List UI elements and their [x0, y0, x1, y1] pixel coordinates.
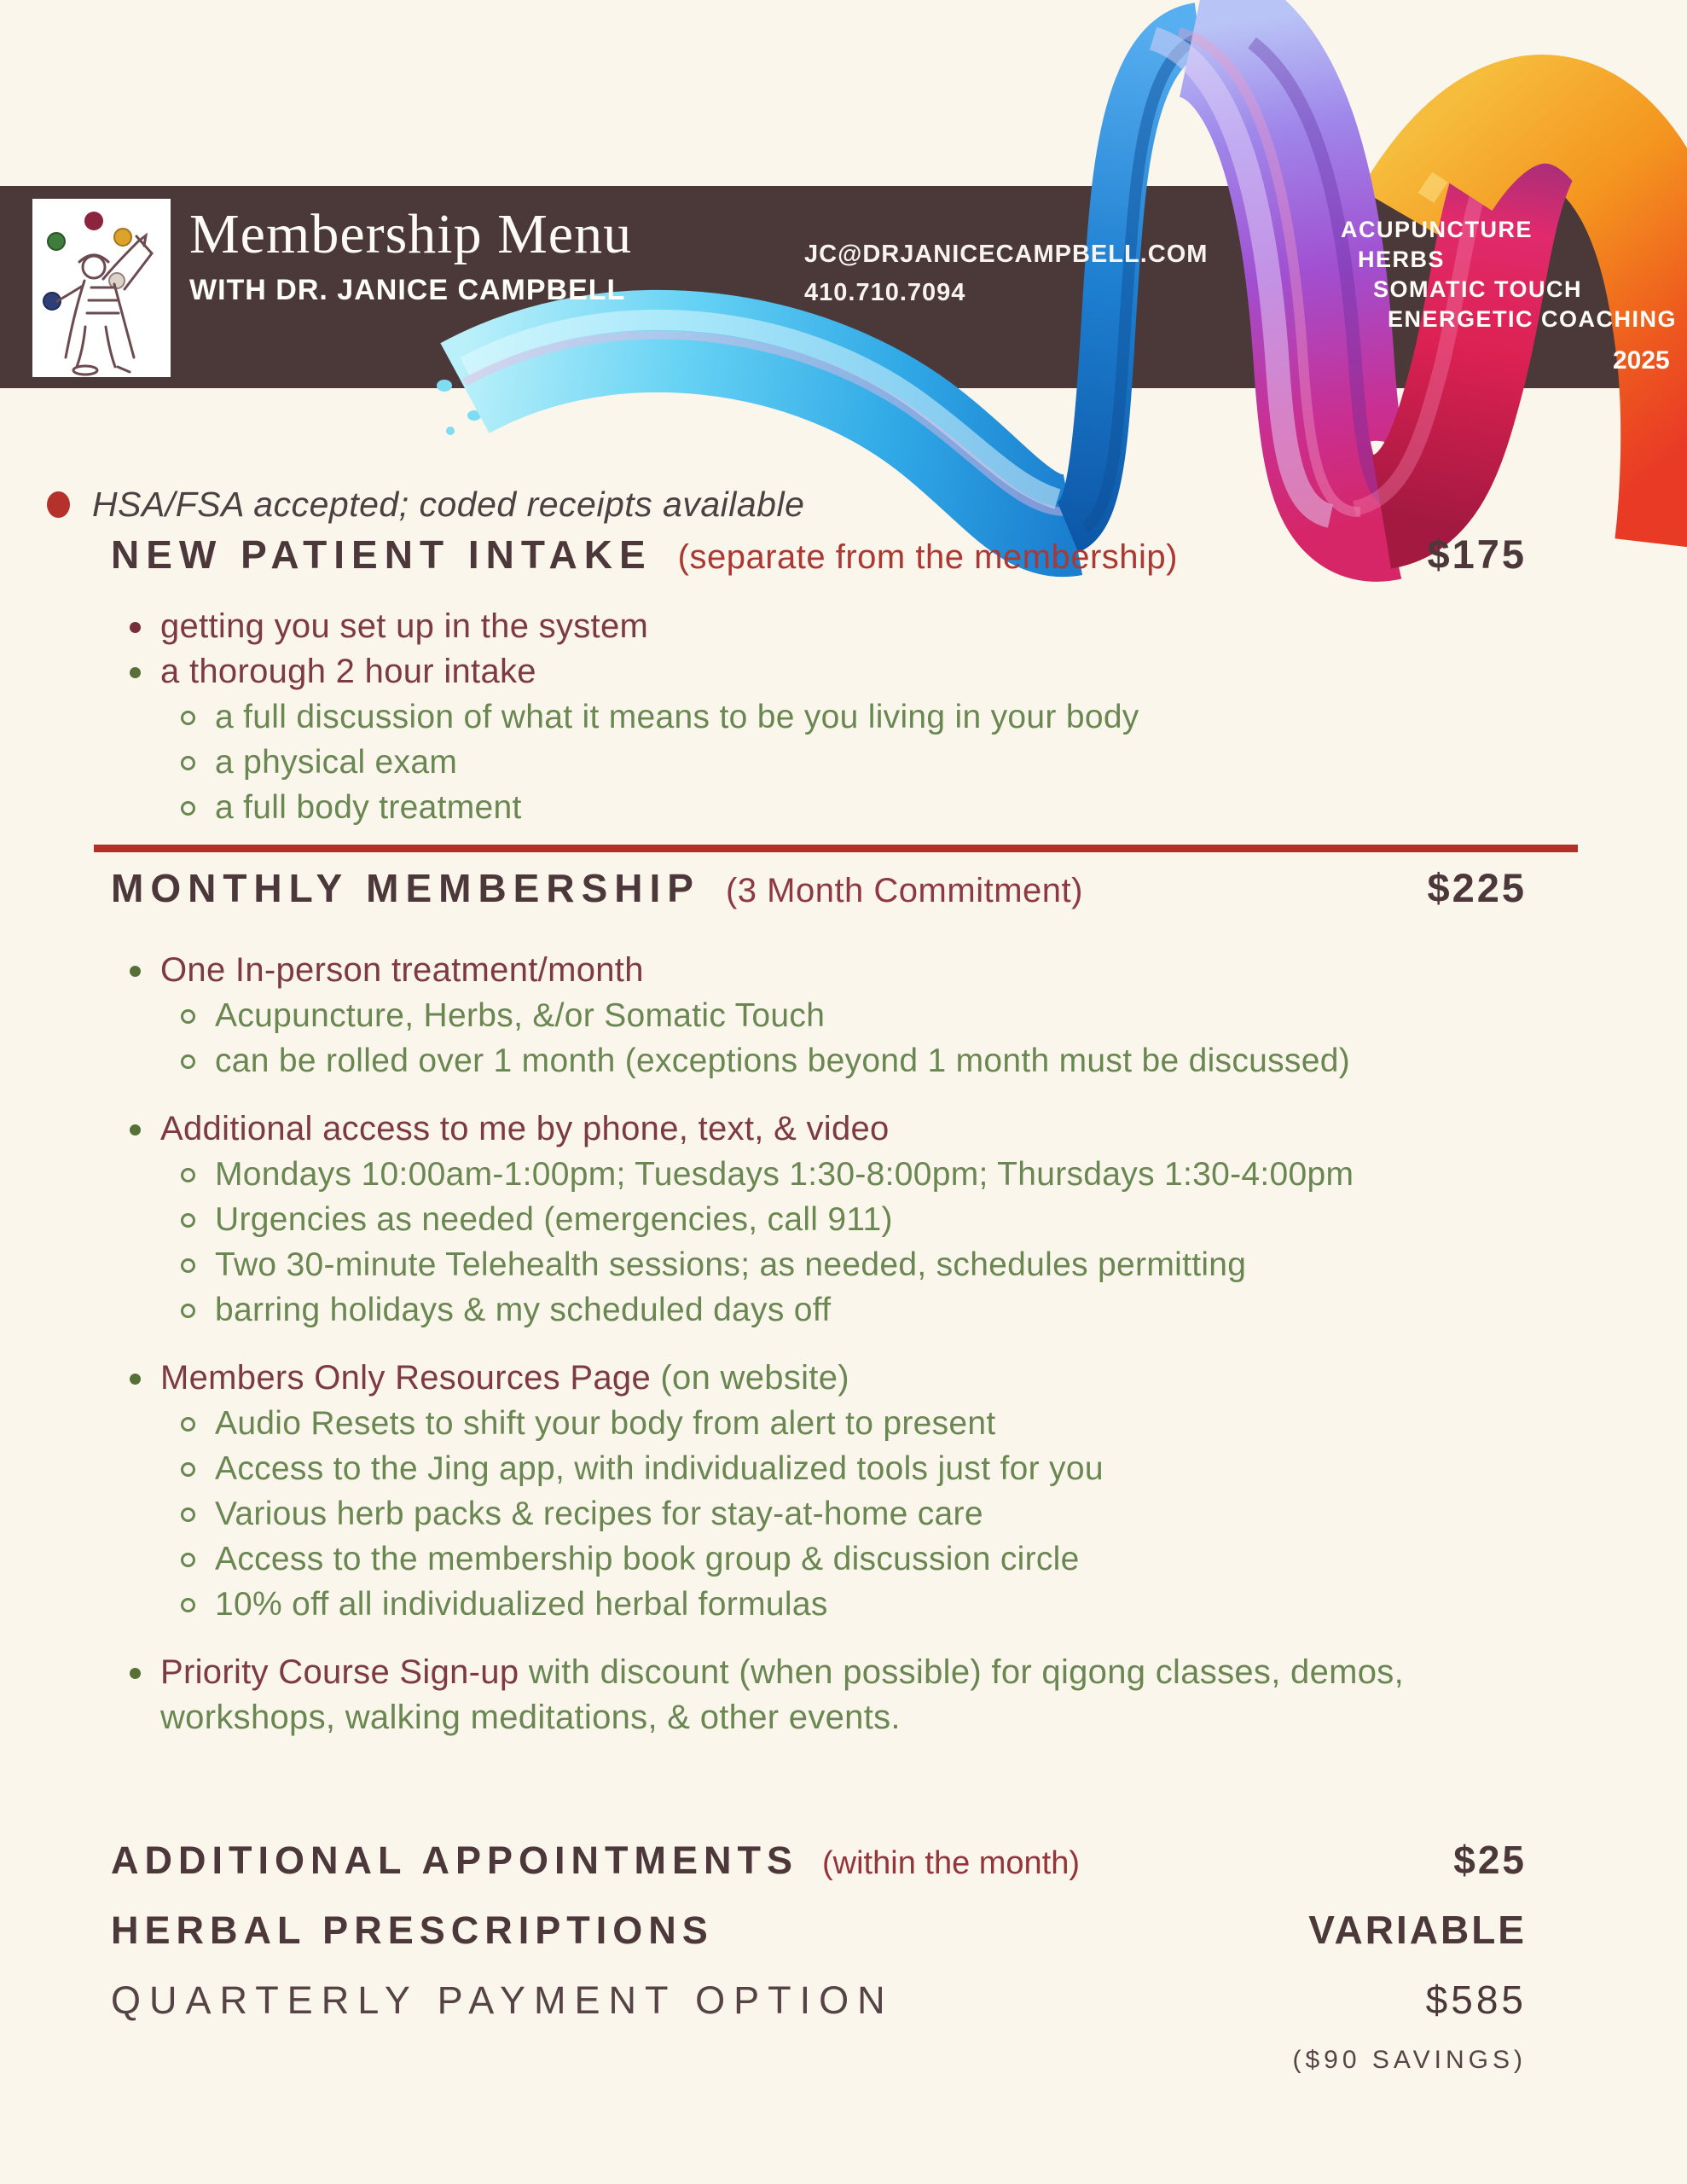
bullet-text: Members Only Resources Page [160, 1359, 651, 1397]
header-subtitle: WITH DR. JANICE CAMPBELL [189, 274, 626, 307]
hsa-note [47, 485, 804, 525]
brand-logo [32, 199, 171, 377]
red-dot-icon [47, 491, 70, 518]
sub-list-item: Access to the membership book group & discussion circle [160, 1536, 1527, 1582]
membership-bullet-group [111, 1650, 1527, 1740]
list-item [111, 604, 1527, 649]
list-item [111, 1107, 1527, 1333]
hsa-note-text: HSA/FSA accepted; coded receipts available [92, 485, 805, 524]
service-item: HERBS [1358, 247, 1446, 272]
sub-list [160, 1152, 1527, 1333]
list-item [111, 649, 1527, 830]
pricing-title: ADDITIONAL APPOINTMENTS [111, 1838, 799, 1882]
services-list [1341, 215, 1677, 334]
sub-list-item: Urgencies as needed (emergencies, call 911) [160, 1197, 1527, 1242]
sub-list-item: a full body treatment [160, 785, 1527, 830]
section-title: NEW PATIENT INTAKE [111, 532, 652, 577]
section-heading-monthly-membership [111, 864, 1527, 912]
contact-block [804, 235, 1208, 312]
bullet-text-tail: (on website) [651, 1359, 849, 1397]
bullet-text: a thorough 2 hour intake [160, 653, 536, 690]
membership-bullet-group [111, 1356, 1527, 1627]
pricing-title: HERBAL PRESCRIPTIONS [111, 1908, 714, 1952]
sub-list-item: can be rolled over 1 month (exceptions beyond 1 month must be discussed) [160, 1038, 1527, 1083]
sub-list-item: a full discussion of what it means to be you living in your body [160, 694, 1527, 740]
bullet-text: getting you set up in the system [160, 607, 649, 645]
sub-list-item: Two 30-minute Telehealth sessions; as needed, schedules permitting [160, 1242, 1527, 1287]
sub-list-item: 10% off all individualized herbal formulas [160, 1582, 1527, 1627]
sub-list-item: Various herb packs & recipes for stay-at-home care [160, 1491, 1527, 1536]
band-shadow [0, 388, 580, 438]
bullet-text: Additional access to me by phone, text, & video [160, 1110, 890, 1147]
bullet-text-tail: with discount (when possible) for qigong classes, demos, workshops, walking meditations, & other events. [160, 1653, 1405, 1736]
list-item [111, 948, 1527, 1083]
pricing-row-additional-appointments [111, 1836, 1527, 1884]
membership-bullet-group [111, 1107, 1527, 1333]
section-title: MONTHLY MEMBERSHIP [111, 866, 700, 910]
section-qualifier: (3 Month Commitment) [725, 872, 1083, 909]
savings-note: ($90 SAVINGS) [1292, 2046, 1527, 2074]
service-item: ACUPUNCTURE [1341, 217, 1533, 242]
pricing-qualifier: (within the month) [822, 1845, 1081, 1881]
page-title: Membership Menu [189, 203, 633, 265]
pricing-price: $585 [1425, 1978, 1527, 2022]
service-item: SOMATIC TOUCH [1373, 276, 1582, 302]
sub-list-item: a physical exam [160, 740, 1527, 785]
section-heading-new-patient-intake [111, 531, 1527, 578]
intake-bullet-list [111, 604, 1527, 830]
sub-list-item: Access to the Jing app, with individualized tools just for you [160, 1446, 1527, 1491]
pricing-title: QUARTERLY PAYMENT OPTION [111, 1978, 894, 2022]
section-qualifier: (separate from the membership) [677, 538, 1178, 576]
pricing-row-quarterly-payment [111, 1976, 1527, 2024]
juggler-icon [32, 199, 171, 377]
pricing-row-herbal-prescriptions [111, 1906, 1527, 1954]
pricing-price: $25 [1453, 1838, 1527, 1882]
membership-bullet-group [111, 948, 1527, 1083]
contact-email: JC@DRJANICECAMPBELL.COM [804, 241, 1209, 268]
pricing-rows [111, 1836, 1527, 2075]
bullet-text: One In-person treatment/month [160, 951, 644, 989]
sub-list [160, 993, 1527, 1083]
sub-list-item: Audio Resets to shift your body from alert to present [160, 1401, 1527, 1446]
contact-phone: 410.710.7094 [804, 279, 966, 306]
bullet-text: Priority Course Sign-up [160, 1653, 519, 1691]
service-item: ENERGETIC COACHING [1388, 306, 1678, 332]
pricing-price: VARIABLE [1308, 1908, 1527, 1952]
section-price: $225 [1427, 865, 1527, 910]
list-item [111, 1356, 1527, 1627]
sub-list-item: Acupuncture, Herbs, &/or Somatic Touch [160, 993, 1527, 1038]
sub-list [160, 694, 1527, 830]
menu-body [111, 531, 1527, 2075]
year-label: 2025 [1613, 346, 1670, 375]
sub-list [160, 1401, 1527, 1627]
section-price: $175 [1427, 531, 1527, 577]
sub-list-item: barring holidays & my scheduled days off [160, 1287, 1527, 1333]
sub-list-item: Mondays 10:00am-1:00pm; Tuesdays 1:30-8:00pm; Thursdays 1:30-4:00pm [160, 1152, 1527, 1197]
section-divider [94, 845, 1578, 852]
list-item [111, 1650, 1423, 1740]
